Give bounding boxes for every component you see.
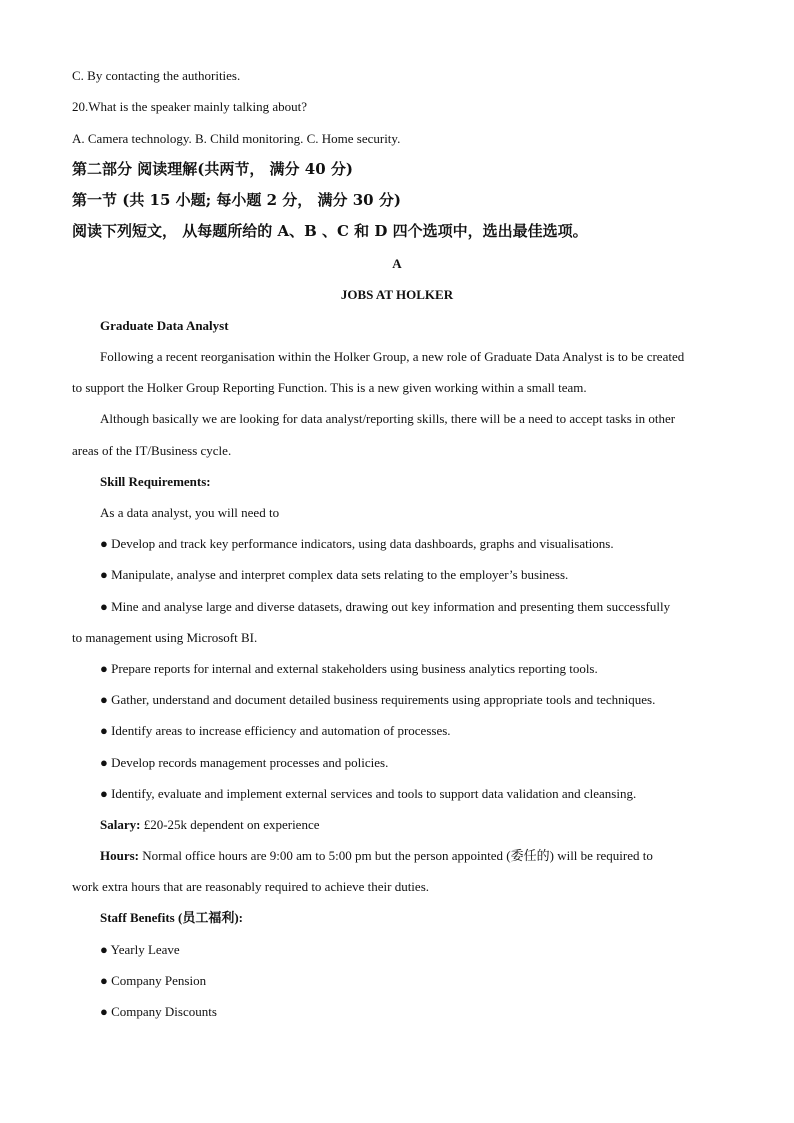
- para1-line2: to support the Holker Group Reporting Function. This is a new given working within a small team.: [72, 380, 587, 395]
- part2-header: 第二部分 阅读理解(共两节， 满分 40 分): [72, 160, 353, 178]
- para1-line1: Following a recent reorganisation within the Holker Group, a new role of Graduate Data Analyst is to be created: [100, 349, 685, 364]
- skill-item: ● Gather, understand and document detailed business requirements using appropriate tools and techniques.: [100, 692, 656, 707]
- skill-item: ● Manipulate, analyse and interpret complex data sets relating to the employer’s business.: [100, 567, 569, 582]
- q19-option-c: C. By contacting the authorities.: [72, 68, 241, 83]
- skill-item: ● Prepare reports for internal and external stakeholders using business analytics reporting tools.: [100, 661, 598, 676]
- benefit-item: ● Company Discounts: [100, 1004, 217, 1019]
- passage-title: JOBS AT HOLKER: [340, 287, 454, 302]
- skill-item: ● Develop and track key performance indicators, using data dashboards, graphs and visualisations.: [100, 536, 614, 551]
- hours-line: [100, 847, 760, 865]
- para2-line2: areas of the IT/Business cycle.: [72, 443, 232, 458]
- skills-intro: As a data analyst, you will need to: [100, 505, 280, 520]
- instructions: 阅读下列短文， 从每题所给的 A、B 、C 和 D 四个选项中，选出最佳选项。: [72, 222, 588, 240]
- benefit-item: ● Company Pension: [100, 973, 207, 988]
- skill-item: ● Mine and analyse large and diverse datasets, drawing out key information and presenting them successfully: [100, 599, 671, 614]
- salary-value: £20-25k dependent on experience: [140, 817, 320, 832]
- section1-header: 第一节 (共 15 小题; 每小题 2 分， 满分 30 分): [72, 191, 401, 209]
- hours-line2: work extra hours that are reasonably required to achieve their duties.: [72, 879, 429, 894]
- skills-heading: Skill Requirements:: [100, 474, 211, 489]
- skill-item: ● Develop records management processes and policies.: [100, 755, 389, 770]
- skill-item: ● Identify areas to increase efficiency and automation of processes.: [100, 723, 451, 738]
- salary-line: [100, 816, 760, 834]
- q20-options: A. Camera technology. B. Child monitoring. C. Home security.: [72, 131, 401, 146]
- hours-value: Normal office hours are 9:00 am to 5:00 pm but the person appointed (委任的) will be required to: [139, 848, 653, 863]
- para2-line1: Although basically we are looking for data analyst/reporting skills, there will be a need to accept tasks in other: [100, 411, 676, 426]
- skill-item-continuation: to management using Microsoft BI.: [72, 630, 258, 645]
- passage-letter: A: [392, 256, 402, 271]
- salary-label: Salary:: [100, 817, 141, 832]
- job-title: Graduate Data Analyst: [100, 318, 229, 333]
- q20-question: 20.What is the speaker mainly talking about?: [72, 99, 308, 114]
- skill-item: ● Identify, evaluate and implement external services and tools to support data validation and cleansing.: [100, 786, 637, 801]
- benefit-item: ● Yearly Leave: [100, 942, 180, 957]
- hours-label: Hours:: [100, 848, 139, 863]
- benefits-heading: Staff Benefits (员工福利):: [100, 910, 243, 925]
